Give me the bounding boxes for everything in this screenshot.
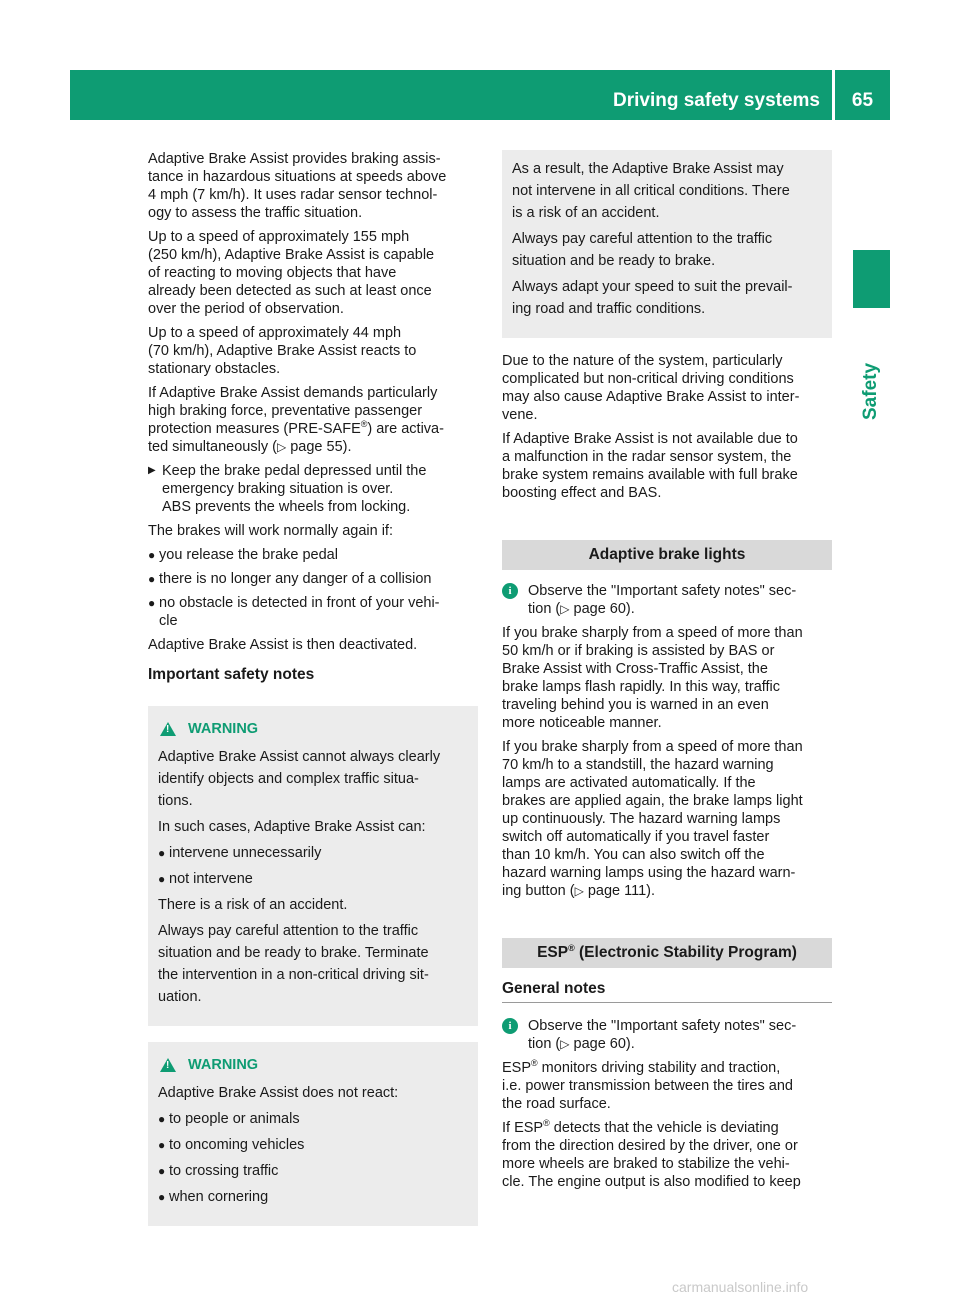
bullet-icon: ● [148,596,156,610]
section-heading: Adaptive brake lights [502,540,832,570]
subheading: General notes [502,980,832,1003]
warning-triangle-icon [160,1058,176,1072]
left-column [148,150,478,1234]
bullet-icon: ● [158,846,166,860]
paragraph: If you brake sharply from a speed of more than 50 km/h or if braking is assisted by BAS or Brake Assist with Cross-Traffic Assist, the brake lamps flash rapidly. In this way, traffic traveling behind you is warned in an even more noticeable manner. [502,625,803,731]
bullet-icon: ● [158,1112,166,1126]
text: If ESP [502,1120,544,1136]
page-ref-arrow-icon: ▷ [276,440,287,454]
registered-mark: ® [531,1058,538,1069]
warning-label: WARNING [188,1057,259,1073]
list-item [158,868,468,890]
paragraph [502,738,832,900]
bullet-icon: ● [158,872,166,886]
list-item-text: there is no longer any danger of a collision [159,571,432,587]
paragraph: Up to a speed of approximately 155 mph (250 km/h), Adaptive Brake Assist is capable of reacting to moving objects that have already been detected as such at least once over the period of observation. [148,229,435,317]
text: ) are activa- ted simultaneously ( [148,421,444,455]
text: monitors driving stability and traction, i.e. power transmission between the tires and the road surface. [502,1060,793,1112]
list-item [158,842,468,864]
registered-mark: ® [360,419,368,430]
right-column [502,150,832,1197]
list-item [158,1160,468,1182]
paragraph [148,384,478,456]
warning-continuation-box [502,150,832,338]
warning-text: In such cases, Adaptive Brake Assist can: [158,819,426,835]
list-item-text: intervene unnecessarily [169,845,322,861]
page-reference[interactable]: page 111). [583,883,656,899]
side-tab-label: Safety [860,362,881,420]
subheading: Important safety notes [148,666,315,683]
text: If you brake sharply from a speed of more than 70 km/h to a standstill, the hazard warning lamps are activated automatically. If the brakes are applied again, the brake lamps light up continuously. The hazard warning lamps switch off automatically if you travel faster than 10 km/h. You can also switch off the hazard warning lamps using the hazard warn- ing button ( [502,739,803,899]
list-item-text: no obstacle is detected in front of your vehi- cle [159,595,440,629]
bullet-icon: ● [158,1164,166,1178]
page-number: 65 [851,90,874,111]
list-item-text: when cornering [169,1189,269,1205]
watermark-footer: carmanualsonline.info [672,1279,809,1295]
info-note [502,582,832,618]
list-item [158,1134,468,1156]
list-item-text: to oncoming vehicles [169,1137,305,1153]
bullet-icon: ● [148,572,156,586]
page-reference[interactable]: page 55). [286,439,352,455]
list-item [148,594,478,630]
paragraph: Adaptive Brake Assist is then deactivated. [148,637,418,653]
side-tab-marker [853,250,890,308]
text: If Adaptive Brake Assist demands particularly high braking force, preventative passenger protection measures (PRE-SAFE [148,385,438,437]
registered-mark: ® [543,1118,550,1129]
page-ref-arrow-icon: ▷ [574,884,584,898]
list-item-text: you release the brake pedal [159,547,338,563]
list-item-text: to crossing traffic [169,1163,279,1179]
list-item-text: to people or animals [169,1111,300,1127]
warning-text: Always pay careful attention to the traffic situation and be ready to brake. Terminate the intervention in a non-critical driving sit- uation. [158,923,429,1005]
bullet-icon: ● [158,1190,166,1204]
heading-text: ESP [537,944,569,961]
list-item-text: not intervene [169,871,253,887]
paragraph: Due to the nature of the system, particularly complicated but non-critical driving conditions may also cause Adaptive Brake Assist to inter- vene. [502,353,800,423]
paragraph: Up to a speed of approximately 44 mph (70 km/h), Adaptive Brake Assist reacts to stationary obstacles. [148,325,417,377]
info-icon: i [502,1018,518,1034]
header-bar [70,70,890,120]
list-item [148,570,478,588]
bullet-icon: ● [148,548,156,562]
warning-header [158,718,468,740]
list-item [158,1108,468,1130]
warning-text: Always pay careful attention to the traffic situation and be ready to brake. [512,231,773,269]
warning-label: WARNING [188,721,259,737]
section-title: Driving safety systems [613,90,820,111]
page-ref-arrow-icon: ▷ [560,602,570,616]
paragraph: The brakes will work normally again if: [148,523,393,539]
page-ref-arrow-icon: ▷ [560,1037,570,1051]
text: ESP [502,1060,532,1076]
warning-text: Always adapt your speed to suit the prevail- ing road and traffic conditions. [512,279,793,317]
bullet-icon: ● [158,1138,166,1152]
info-icon: i [502,583,518,599]
section-heading [502,938,832,968]
paragraph [502,1119,832,1191]
page-reference[interactable]: page 60). [569,601,635,617]
paragraph: If Adaptive Brake Assist is not available due to a malfunction in the radar sensor system, the brake system remains available with full brake boosting effect and BAS. [502,431,798,501]
page-reference[interactable]: page 60). [569,1036,635,1052]
warning-text: Adaptive Brake Assist cannot always clearly identify objects and complex traffic situa- tions. [158,749,441,809]
info-note [502,1017,832,1053]
paragraph [502,1059,832,1113]
list-item [148,546,478,564]
info-text: Observe the "Important safety notes" sec- tion ( [528,583,797,617]
paragraph: Adaptive Brake Assist provides braking assis- tance in hazardous situations at speeds above 4 mph (7 km/h). It uses radar sensor technol- ogy to assess the traffic situation. [148,151,447,221]
info-text: Observe the "Important safety notes" sec- tion ( [528,1018,797,1052]
warning-box [148,706,478,1026]
warning-text: As a result, the Adaptive Brake Assist may not intervene in all critical conditions. There is a risk of an accident. [512,161,790,221]
text: detects that the vehicle is deviating from the direction desired by the driver, one or more wheels are braked to stabilize the vehi- cle. The engine output is also modified to keep [502,1120,801,1190]
warning-triangle-icon [160,722,176,736]
warning-text: There is a risk of an accident. [158,897,348,913]
warning-box [148,1042,478,1226]
warning-header [158,1054,468,1076]
registered-mark: ® [568,942,575,953]
heading-text: (Electronic Stability Program) [574,944,797,961]
instruction-step: ▶ Keep the brake pedal depressed until the emergency braking situation is over. ABS prevents the wheels from locking. [148,462,478,516]
warning-text: Adaptive Brake Assist does not react: [158,1085,399,1101]
list-item [158,1186,468,1208]
